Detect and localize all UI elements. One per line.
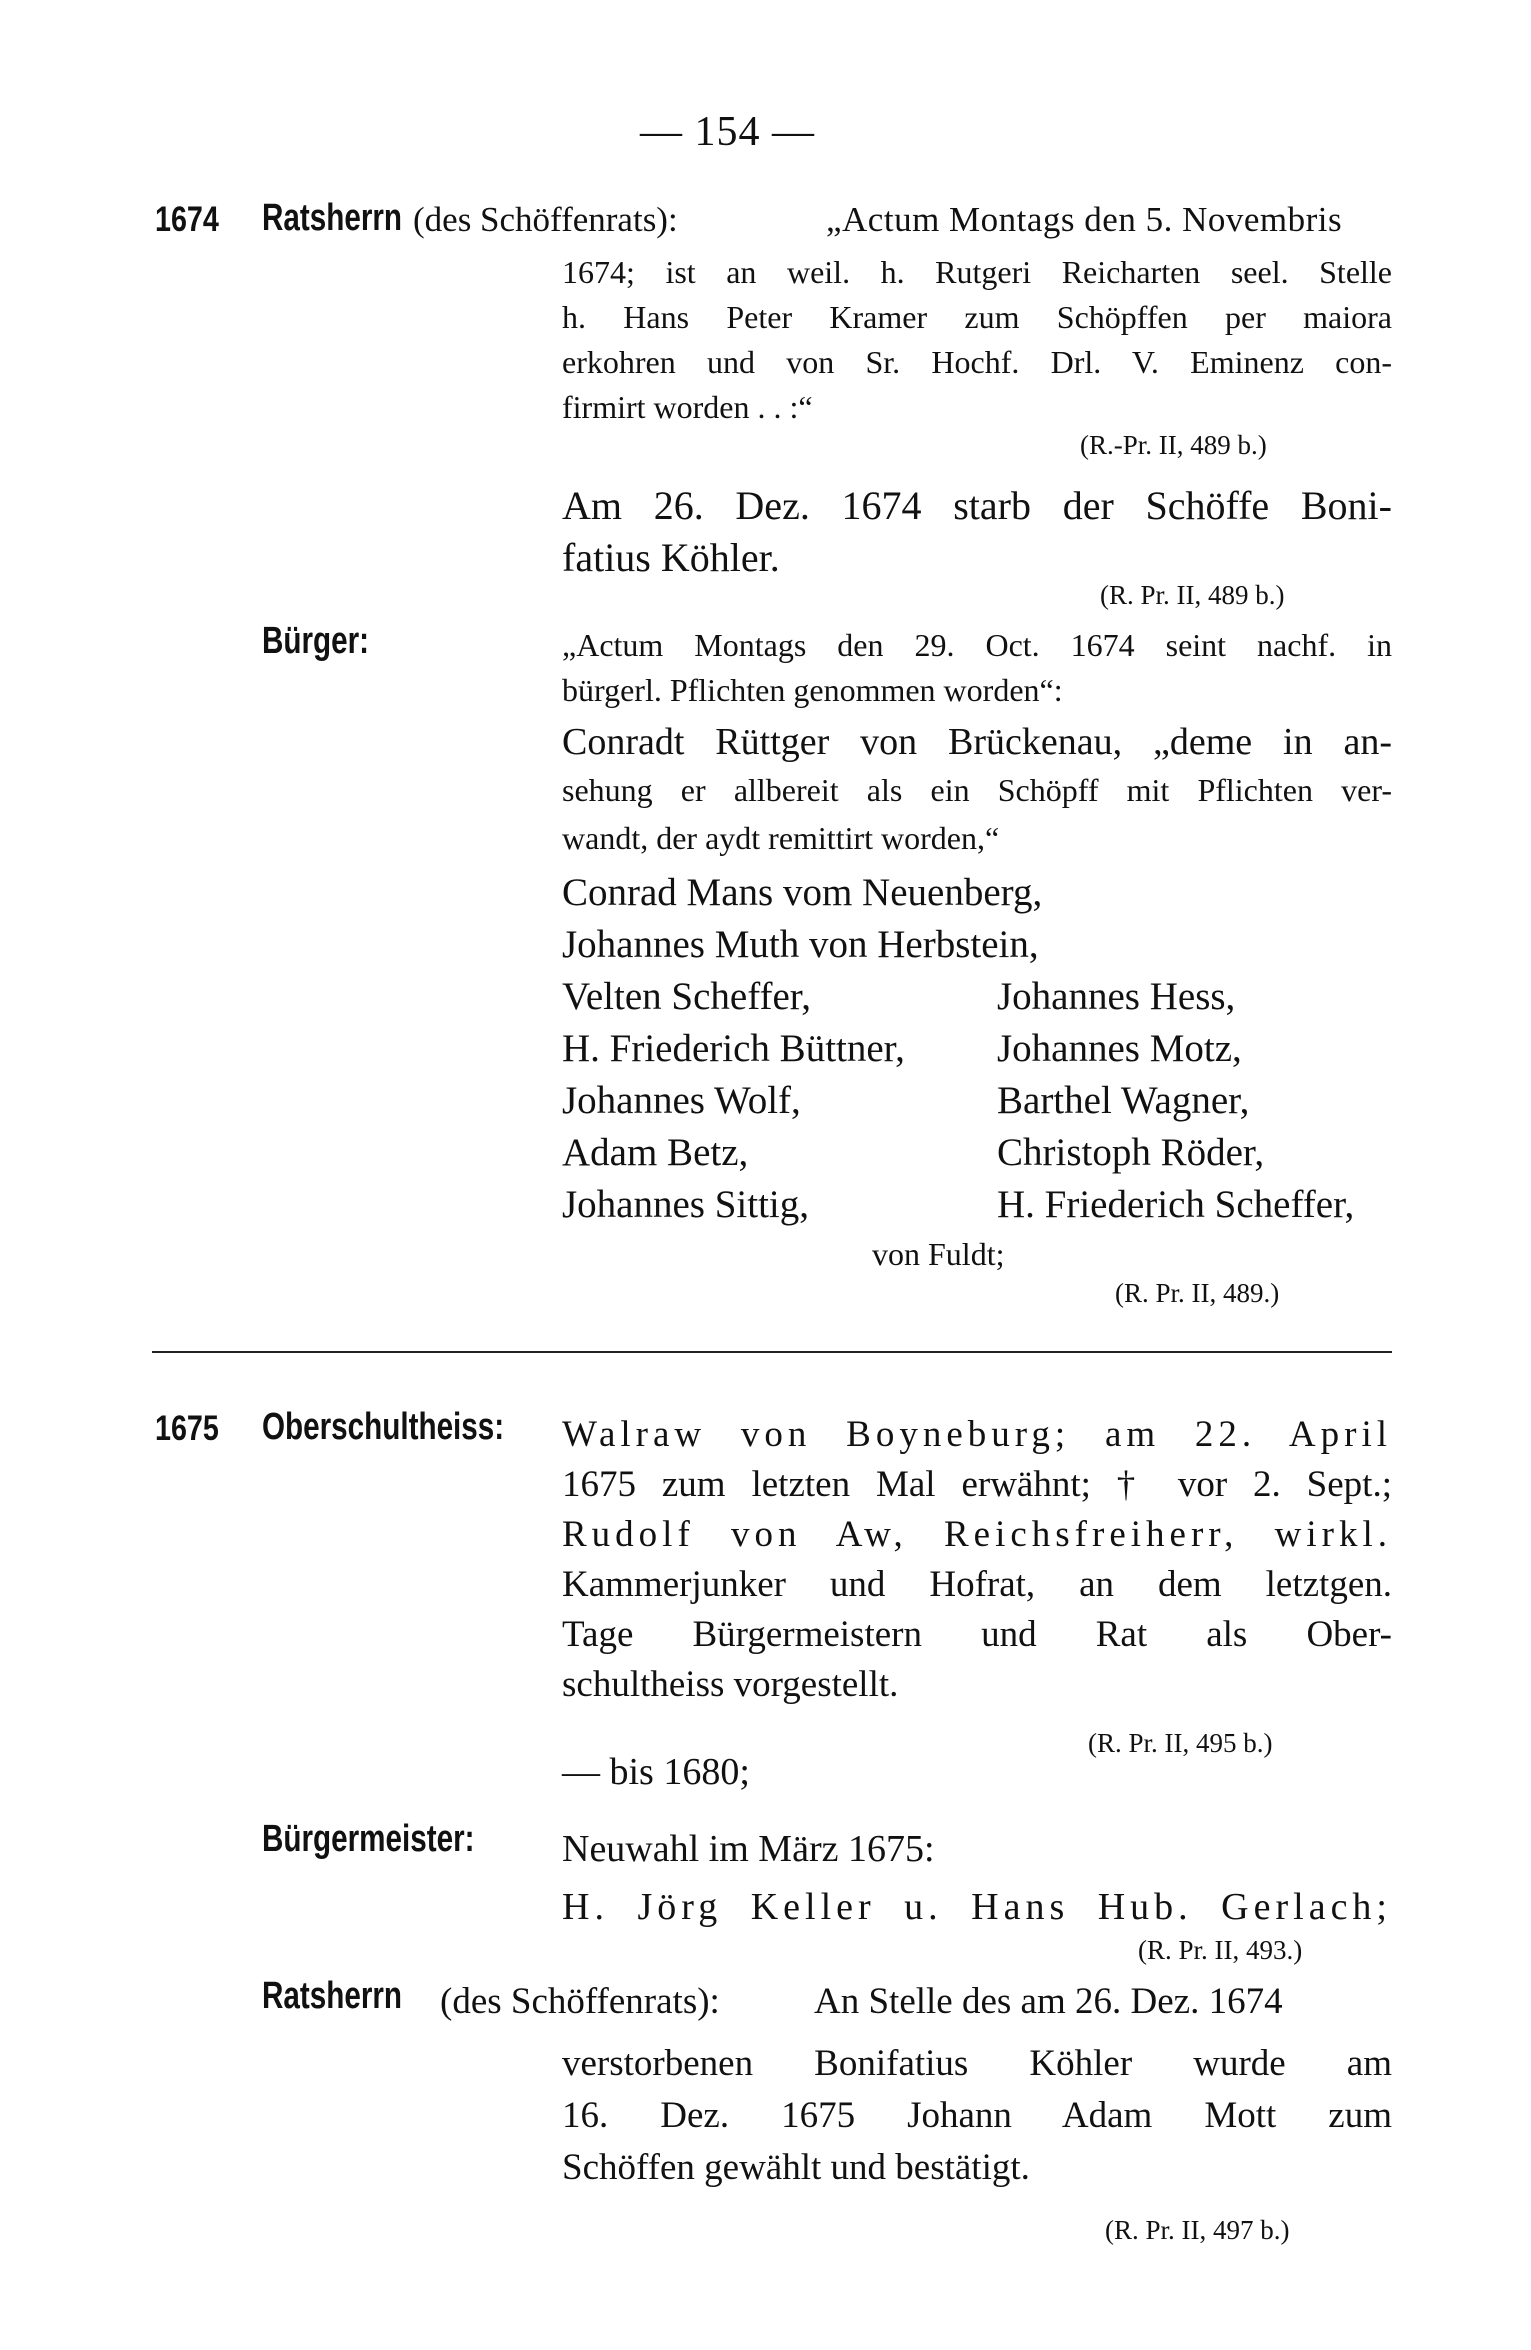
reference-3: (R. Pr. II, 489.) [1115, 1278, 1280, 1308]
text-line: Rudolf von Aw, Reichsfreiherr, wirkl. [562, 1514, 1392, 1555]
oberschultheiss-heading: Oberschultheiss: [262, 1406, 505, 1448]
oberschultheiss-text [562, 1410, 1392, 1710]
text-line: Tage Bürgermeistern und Rat als Ober- [562, 1614, 1392, 1655]
text-line: Schöffen gewählt und bestätigt. [562, 2147, 1030, 2188]
citizen-name: Conrad Mans vom Neuenberg, [562, 871, 1043, 914]
reference-5: (R. Pr. II, 493.) [1138, 1935, 1303, 1965]
text-line: Conradt Rüttger von Brückenau, „deme in an- [562, 721, 1392, 763]
ratsherrn-qualifier-1674: (des Schöffenrats): [413, 200, 678, 239]
text-line: bürgerl. Pflichten genommen worden“: [562, 672, 1063, 708]
citizen-name: Barthel Wagner, [997, 1079, 1250, 1122]
citizen-name: H. Friederich Scheffer, [997, 1183, 1355, 1226]
ratsherrn-qualifier-1675: (des Schöffenrats): [440, 1981, 720, 2022]
text-line: H. Jörg Keller u. Hans Hub. Gerlach; [562, 1886, 1392, 1928]
death-note [562, 480, 1392, 584]
citizen-name: Velten Scheffer, [562, 975, 811, 1018]
ratsherrn-text-1674 [562, 250, 1392, 430]
text-line: 16. Dez. 1675 Johann Adam Mott zum [562, 2095, 1392, 2136]
citizen-name: Adam Betz, [562, 1131, 749, 1174]
section-divider [152, 1351, 1392, 1353]
reference-2: (R. Pr. II, 489 b.) [1100, 580, 1285, 610]
text-line: verstorbenen Bonifatius Köhler wurde am [562, 2043, 1392, 2084]
ratsherrn-quote-start-1674: „Actum Montags den 5. Novembris [826, 200, 1343, 239]
reference-4: (R. Pr. II, 495 b.) [1088, 1728, 1273, 1758]
page-number: — 154 — [640, 109, 815, 155]
text-line: „Actum Montags den 29. Oct. 1674 seint nachf. in [562, 627, 1392, 663]
bis-1680: — bis 1680; [562, 1751, 750, 1793]
citizen-name: Johannes Wolf, [562, 1079, 801, 1122]
text-line: schultheiss vorgestellt. [562, 1664, 899, 1705]
buergermeister-text [562, 1820, 1392, 1936]
text-line: fatius Köhler. [562, 535, 780, 580]
text-line: h. Hans Peter Kramer zum Schöpffen per maiora [562, 299, 1392, 335]
ratsherrn-first-1675: An Stelle des am 26. Dez. 1674 [814, 1981, 1283, 2022]
ratsherrn-heading-1675: Ratsherrn [262, 1975, 403, 2017]
text-line: firmirt worden . . :“ [562, 389, 813, 425]
reference-1: (R.-Pr. II, 489 b.) [1080, 430, 1267, 460]
text-line: Am 26. Dez. 1674 starb der Schöffe Boni- [562, 483, 1392, 528]
citizen-names [562, 870, 1412, 1234]
text-line: sehung er allbereit als ein Schöpff mit Pflichten ver- [562, 772, 1392, 808]
ratsherrn-heading-1674: Ratsherrn [262, 197, 403, 239]
citizen-name: Christoph Röder, [997, 1131, 1265, 1174]
text-line: erkohren und von Sr. Hochf. Drl. V. Eminenz con- [562, 344, 1392, 380]
year-1674: 1674 [155, 200, 219, 239]
buerger-heading: Bürger: [262, 620, 370, 662]
text-line: 1675 zum letzten Mal erwähnt; † vor 2. Sept.; [562, 1464, 1392, 1505]
citizen-name: Johannes Motz, [997, 1027, 1242, 1070]
citizen-name: H. Friederich Büttner, [562, 1027, 905, 1070]
text-line: Walraw von Boyneburg; am 22. April [562, 1414, 1392, 1455]
ratsherrn-text-1675 [562, 2038, 1392, 2194]
citizen-name: Johannes Sittig, [562, 1183, 810, 1226]
buergermeister-heading: Bürgermeister: [262, 1818, 475, 1860]
text-line: 1674; ist an weil. h. Rutgeri Reicharten seel. Stelle [562, 254, 1392, 290]
ruettger-entry [562, 718, 1392, 862]
von-fuldt: von Fuldt; [872, 1236, 1005, 1272]
text-line: Neuwahl im März 1675: [562, 1828, 935, 1870]
text-line: wandt, der aydt remittirt worden,“ [562, 820, 1000, 856]
reference-6: (R. Pr. II, 497 b.) [1105, 2215, 1290, 2245]
year-1675: 1675 [155, 1409, 219, 1448]
buerger-intro [562, 623, 1392, 713]
text-line: Kammerjunker und Hofrat, an dem letztgen. [562, 1564, 1392, 1605]
citizen-name: Johannes Muth von Herbstein, [562, 923, 1039, 966]
citizen-name: Johannes Hess, [997, 975, 1236, 1018]
